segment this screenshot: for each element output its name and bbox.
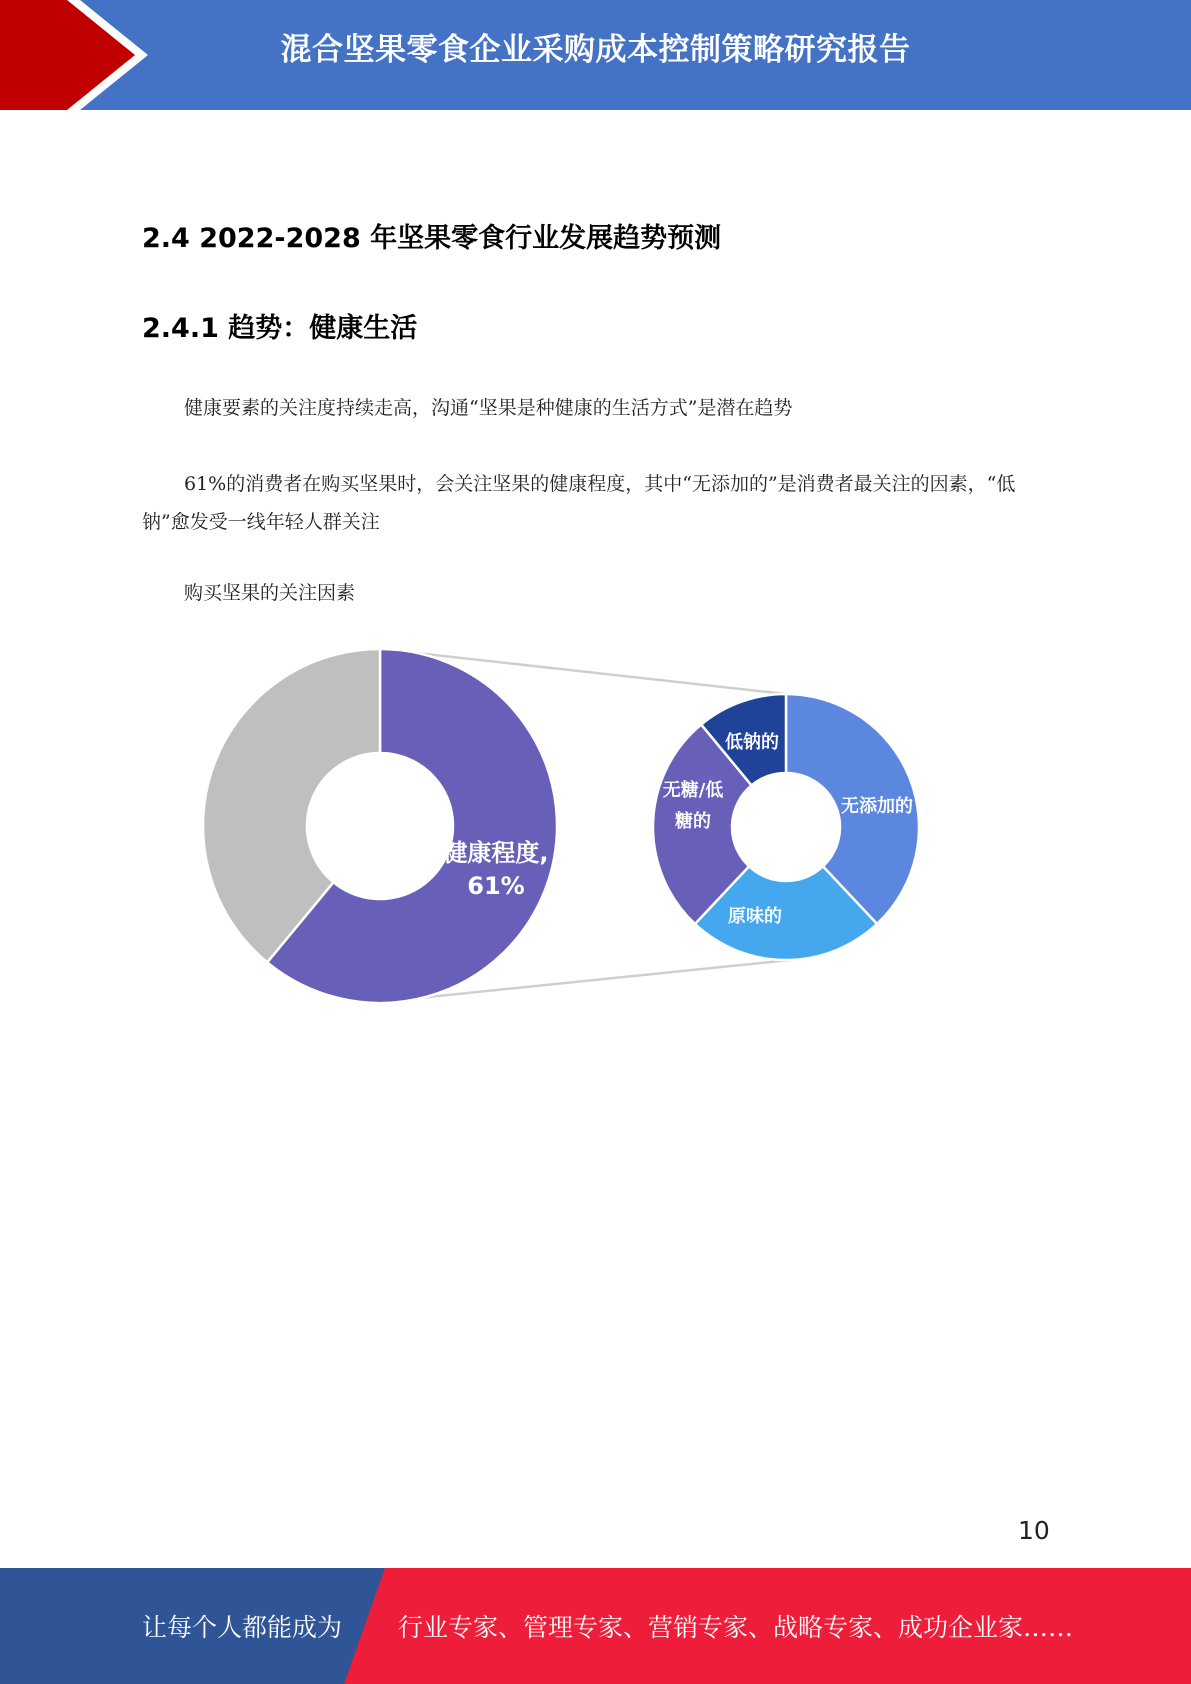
footer-slogan-lead: 让每个人都能成为: [142, 1613, 343, 1642]
slice-label-health: 健康程度,: [443, 839, 549, 867]
page-footer: [0, 1568, 1191, 1684]
main-donut: [203, 649, 557, 1003]
slice-label-no-additive: 无添加的: [841, 796, 913, 817]
slice-label-low-sugar-1: 无糖/低: [662, 780, 724, 801]
body-paragraph: 健康要素的关注度持续走高，沟通“坚果是种健康的生活方式”是潜在趋势: [184, 397, 793, 419]
page-header: [0, 0, 1191, 110]
pie-of-pie-chart: [0, 620, 1191, 1020]
slice-label-original: 原味的: [728, 906, 782, 927]
report-title: 混合坚果零食企业采购成本控制策略研究报告: [280, 32, 911, 68]
slice-label-low-sodium: 低钠的: [725, 732, 779, 753]
section-heading: 2.4 2022-2028 年坚果零食行业发展趋势预测: [142, 223, 722, 254]
body-paragraph: 61%的消费者在购买坚果时，会关注坚果的健康程度，其中“无添加的”是消费者最关注的因素，“低钠”愈发受一线年轻人群关注: [142, 473, 1016, 533]
slice-label-health-pct: 61%: [467, 872, 525, 900]
chart-caption: 购买坚果的关注因素: [184, 582, 356, 604]
subsection-heading: 2.4.1 趋势：健康生活: [142, 313, 418, 344]
slice-label-low-sugar-2: 糖的: [675, 811, 711, 832]
footer-slogan-roles: 行业专家、管理专家、营销专家、战略专家、成功企业家……: [398, 1613, 1074, 1642]
page-number: 10: [1018, 1516, 1050, 1545]
